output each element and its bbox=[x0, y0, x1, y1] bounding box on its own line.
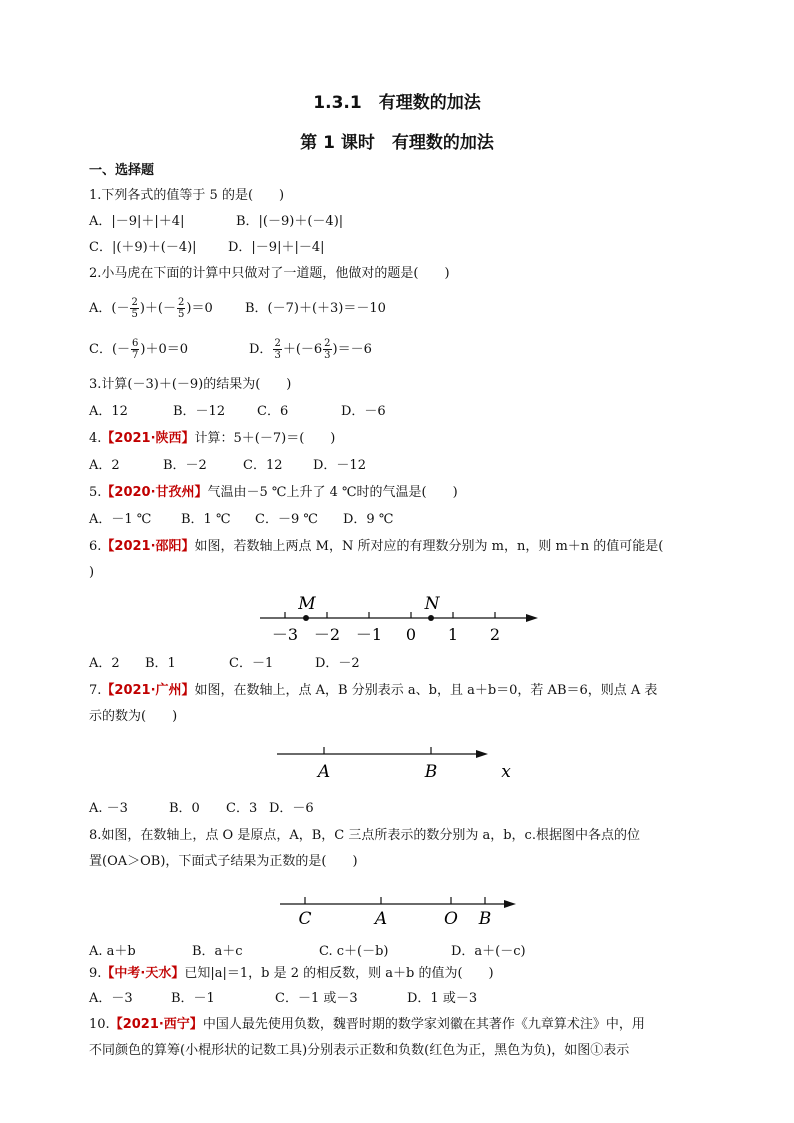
q4-text: 计算：5＋(－7)＝( ) bbox=[194, 431, 336, 446]
q7-text: 如图，在数轴上，点 A，B 分别表示 a、b，且 a＋b＝0，若 AB＝6，则点 A 表 bbox=[194, 683, 658, 698]
q2-option-d-part1: ＋(－6 bbox=[282, 342, 323, 357]
axis-arrow bbox=[504, 900, 516, 908]
label-a: A bbox=[317, 762, 331, 782]
q4-stem bbox=[89, 430, 335, 448]
q6-stem-cont: ) bbox=[89, 565, 95, 580]
q2-option-c-label: C． bbox=[89, 342, 112, 357]
q7-source-tag: 【2021·广州】 bbox=[101, 683, 195, 698]
q9-option-a: A．－3 bbox=[89, 991, 133, 1006]
fraction-numerator: 2 bbox=[131, 297, 138, 308]
q7-options bbox=[89, 800, 314, 818]
q7-number: 7. bbox=[89, 683, 102, 698]
q2-option-c-part1: (－ bbox=[111, 342, 131, 357]
q9-stem bbox=[89, 965, 494, 983]
q7-stem-cont: 示的数为( ) bbox=[89, 709, 178, 724]
point-n bbox=[428, 615, 434, 621]
q3-options bbox=[89, 403, 386, 421]
q2-options-row2 bbox=[89, 337, 372, 363]
q1-options-row2 bbox=[89, 239, 325, 257]
q5-source-tag: 【2020·甘孜州】 bbox=[101, 485, 208, 500]
q2-option-a-part3: )＝0 bbox=[186, 301, 213, 316]
axis-arrow bbox=[526, 614, 538, 622]
q6-number: 6. bbox=[89, 539, 102, 554]
q7-option-d: D．－6 bbox=[269, 801, 314, 816]
fraction-numerator: 2 bbox=[324, 338, 331, 349]
label-x-axis: x bbox=[501, 762, 511, 782]
q8-options bbox=[89, 943, 526, 961]
q10-stem-cont: 不同颜色的算筹(小棍形状的记数工具)分别表示正数和负数(红色为正，黑色为负)，如图①表示 bbox=[89, 1043, 630, 1058]
label-b: B bbox=[478, 909, 492, 929]
q5-text: 气温由－5 ℃上升了 4 ℃时的气温是( ) bbox=[207, 485, 458, 500]
tick-label: 1 bbox=[447, 625, 459, 644]
q6-source-tag: 【2021·邵阳】 bbox=[101, 539, 195, 554]
fraction-numerator: 2 bbox=[274, 338, 281, 349]
fraction-denominator: 5 bbox=[178, 309, 185, 320]
q8-option-d: D．a＋(－c) bbox=[451, 944, 526, 959]
q10-text: 中国人最先使用负数，魏晋时期的数学家刘徽在其著作《九章算术注》中，用 bbox=[202, 1017, 645, 1032]
q8-stem-cont: 置(OA＞OB)，下面式子结果为正数的是( ) bbox=[89, 854, 358, 869]
tick-label: 2 bbox=[489, 625, 501, 644]
q3-option-a: A．12 bbox=[89, 404, 128, 419]
q8-option-a: A. a＋b bbox=[89, 944, 136, 959]
q7-option-b: B．0 bbox=[169, 801, 200, 816]
q4-option-a: A．2 bbox=[89, 458, 120, 473]
fraction-denominator: 5 bbox=[131, 309, 138, 320]
q2-options-row1 bbox=[89, 296, 386, 322]
q1-options-row1 bbox=[89, 213, 343, 231]
q6-options bbox=[89, 655, 360, 673]
q6-number-line-figure bbox=[255, 588, 545, 652]
tick-label: －3 bbox=[271, 625, 299, 644]
q2-option-a-part1: (－ bbox=[111, 301, 130, 316]
fraction-denominator: 3 bbox=[274, 350, 281, 361]
section-heading: 一、选择题 bbox=[89, 163, 155, 178]
q1-option-a: A．|－9|＋|＋4| bbox=[89, 214, 185, 229]
q4-option-d: D．－12 bbox=[313, 458, 366, 473]
fraction-denominator: 7 bbox=[132, 350, 139, 361]
q6-option-d: D．－2 bbox=[315, 656, 360, 671]
q9-option-c: C．－1 或－3 bbox=[275, 991, 358, 1006]
q2-option-a-fraction2 bbox=[177, 297, 185, 320]
q2-stem: 2.小马虎在下面的计算中只做对了一道题，他做对的题是( ) bbox=[89, 266, 450, 281]
q2-option-d-label: D． bbox=[249, 342, 273, 357]
label-n: N bbox=[424, 594, 440, 614]
q2-option-a-part2: )＋(－ bbox=[139, 301, 176, 316]
q1-option-d: D．|－9|＋|－4| bbox=[228, 240, 325, 255]
q5-option-b: B．1 ℃ bbox=[181, 512, 231, 527]
q2-option-d-fraction2 bbox=[323, 338, 331, 361]
point-m bbox=[303, 615, 309, 621]
q7-option-c: C．3 bbox=[226, 801, 258, 816]
q2-option-a-label: A． bbox=[89, 301, 112, 316]
q3-option-c: C．6 bbox=[257, 404, 289, 419]
q9-options bbox=[89, 990, 477, 1008]
label-c: C bbox=[298, 909, 312, 929]
q5-stem bbox=[89, 484, 458, 502]
q3-stem: 3.计算(－3)＋(－9)的结果为( ) bbox=[89, 377, 292, 392]
q7-stem bbox=[89, 682, 657, 700]
q6-text: 如图，若数轴上两点 M，N 所对应的有理数分别为 m，n，则 m＋n 的值可能是( bbox=[194, 539, 664, 554]
axis-arrow bbox=[476, 750, 488, 758]
tick-label: 0 bbox=[405, 625, 417, 644]
q2-option-a bbox=[89, 296, 245, 322]
q8-number-line-figure bbox=[278, 892, 528, 936]
lesson-subtitle: 第 1 课时 有理数的加法 bbox=[300, 133, 494, 153]
q7-option-a: A. －3 bbox=[89, 801, 128, 816]
q1-option-c: C．|(＋9)＋(－4)| bbox=[89, 240, 197, 255]
q2-option-c-part2: )＋0＝0 bbox=[140, 342, 189, 357]
q6-option-c: C．－1 bbox=[229, 656, 274, 671]
q6-option-b: B．1 bbox=[145, 656, 176, 671]
q4-option-b: B．－2 bbox=[163, 458, 207, 473]
q9-number: 9. bbox=[89, 966, 102, 981]
q10-source-tag: 【2021·西宁】 bbox=[109, 1017, 203, 1032]
tick-label: －2 bbox=[313, 625, 341, 644]
q9-text: 已知|a|＝1，b 是 2 的相反数，则 a＋b 的值为( ) bbox=[184, 966, 494, 981]
q2-option-a-fraction1 bbox=[130, 297, 138, 320]
q3-option-b: B．－12 bbox=[173, 404, 226, 419]
q7-number-line-figure bbox=[272, 742, 522, 790]
q5-option-c: C．－9 ℃ bbox=[255, 512, 318, 527]
label-a: A bbox=[374, 909, 388, 929]
q8-stem: 8.如图，在数轴上，点 O 是原点，A，B，C 三点所表示的数分别为 a，b，c.根据图中各点的位 bbox=[89, 828, 640, 843]
fraction-numerator: 6 bbox=[132, 338, 139, 349]
q6-option-a: A．2 bbox=[89, 656, 120, 671]
label-o: O bbox=[444, 909, 458, 929]
q2-option-c bbox=[89, 337, 249, 363]
q8-option-b: B．a＋c bbox=[192, 944, 243, 959]
q4-option-c: C．12 bbox=[243, 458, 283, 473]
q4-number: 4. bbox=[89, 431, 102, 446]
q9-source-tag: 【中考·天水】 bbox=[101, 966, 185, 981]
label-m: M bbox=[298, 594, 316, 614]
q8-option-c: C. c＋(－b) bbox=[319, 944, 389, 959]
q2-option-b: B．(－7)＋(＋3)＝－10 bbox=[245, 301, 386, 316]
fraction-numerator: 2 bbox=[178, 297, 185, 308]
lesson-title: 1.3.1 有理数的加法 bbox=[313, 93, 481, 113]
q10-number: 10. bbox=[89, 1017, 110, 1032]
q2-option-c-fraction bbox=[131, 338, 139, 361]
tick-label: －1 bbox=[355, 625, 383, 644]
q9-option-b: B．－1 bbox=[171, 991, 215, 1006]
q5-number: 5. bbox=[89, 485, 102, 500]
q4-source-tag: 【2021·陕西】 bbox=[101, 431, 195, 446]
fraction-denominator: 3 bbox=[324, 350, 331, 361]
q2-option-d bbox=[249, 337, 372, 363]
q6-stem bbox=[89, 538, 663, 556]
q4-options bbox=[89, 457, 366, 475]
q3-option-d: D．－6 bbox=[341, 404, 386, 419]
q5-options bbox=[89, 511, 393, 529]
q1-option-b: B．|(－9)＋(－4)| bbox=[236, 214, 344, 229]
q5-option-d: D．9 ℃ bbox=[343, 512, 394, 527]
q1-stem: 1.下列各式的值等于 5 的是( ) bbox=[89, 188, 285, 203]
q2-option-d-part2: )＝－6 bbox=[332, 342, 372, 357]
q5-option-a: A．－1 ℃ bbox=[89, 512, 152, 527]
q2-option-d-fraction1 bbox=[273, 338, 281, 361]
q10-stem bbox=[89, 1016, 645, 1034]
label-b: B bbox=[424, 762, 438, 782]
q9-option-d: D．1 或－3 bbox=[407, 991, 478, 1006]
